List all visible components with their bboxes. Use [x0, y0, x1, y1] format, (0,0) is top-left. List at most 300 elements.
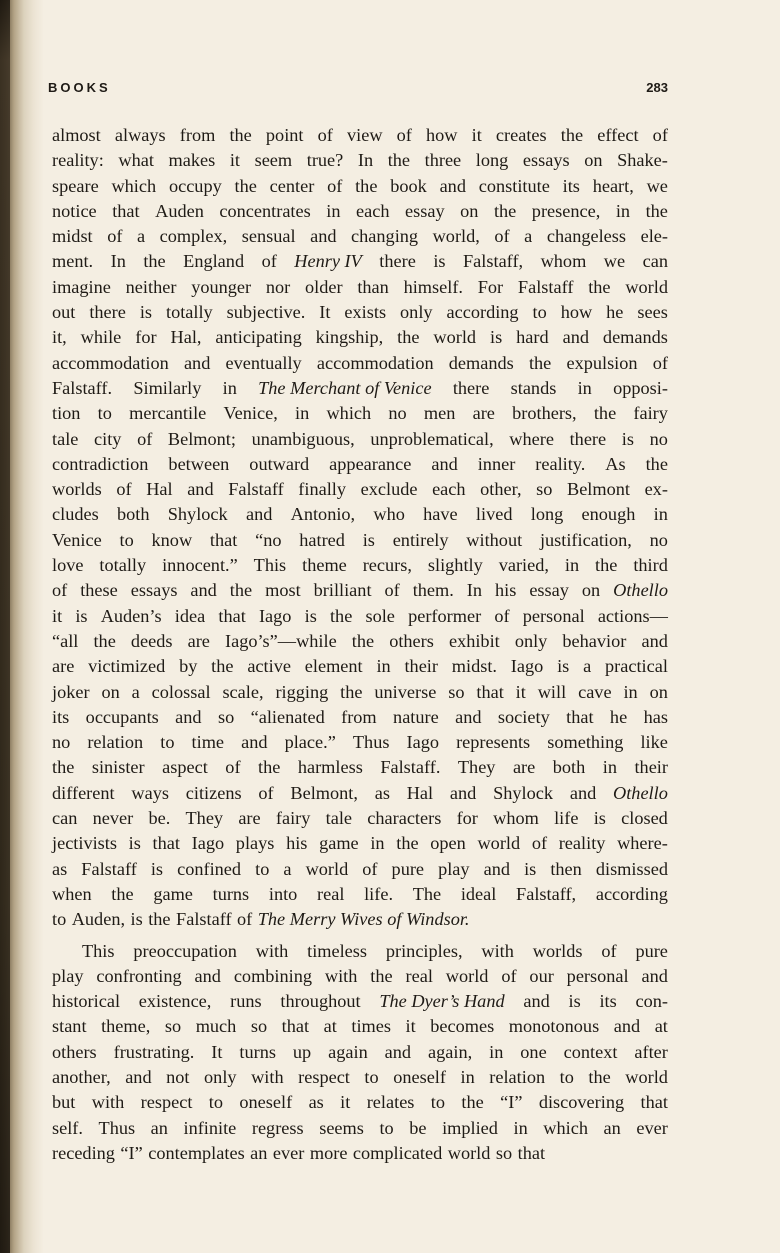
word: harmless — [297, 757, 363, 778]
word: ideal — [460, 883, 497, 904]
word: It — [211, 1041, 223, 1062]
italic-title: The Merry Wives of Windsor. — [257, 909, 470, 930]
word: Antonio, — [290, 504, 356, 525]
word: and — [194, 965, 221, 986]
word: of — [494, 226, 510, 247]
word: presence, — [531, 200, 601, 221]
word: on — [460, 200, 479, 221]
text-line — [52, 174, 668, 199]
word: Shylock — [167, 504, 228, 525]
word: an — [250, 1142, 268, 1163]
word: we — [603, 251, 626, 272]
word: heart, — [592, 175, 634, 196]
word: that — [152, 833, 180, 854]
word: without — [466, 529, 523, 550]
word: both — [552, 757, 586, 778]
word: contradiction — [52, 453, 149, 474]
word: another, — [52, 1066, 111, 1087]
word: speare — [52, 175, 99, 196]
word: younger — [191, 276, 252, 297]
word: personal — [566, 965, 629, 986]
word: in — [489, 1041, 504, 1062]
word: the — [645, 200, 668, 221]
word: world — [625, 1066, 668, 1087]
word: seem — [254, 150, 293, 171]
word: world — [447, 1142, 491, 1163]
text-line — [52, 578, 668, 603]
word: its — [562, 175, 580, 196]
word: aspect — [162, 757, 208, 778]
word: constitute — [478, 175, 550, 196]
word: essays — [130, 580, 178, 601]
word: Iago — [191, 833, 225, 854]
word: center — [269, 175, 315, 196]
word: the — [461, 1092, 484, 1113]
word: love — [52, 555, 84, 576]
word: nature — [393, 706, 439, 727]
word: universe — [374, 681, 437, 702]
word: will — [537, 681, 567, 702]
word: world — [477, 833, 521, 854]
word: in — [376, 656, 391, 677]
word: to — [160, 732, 175, 753]
word: ele- — [640, 226, 668, 247]
word: that — [517, 1142, 546, 1163]
word: monotonous — [508, 1016, 600, 1037]
word: on — [584, 150, 603, 171]
word: oneself — [239, 1092, 293, 1113]
word: of — [225, 757, 241, 778]
word: of — [52, 580, 68, 601]
word: expulsion — [566, 352, 638, 373]
word: sensual — [241, 226, 296, 247]
word: performer — [408, 605, 482, 626]
word: Auden’s — [100, 605, 162, 626]
word: Venice, — [223, 403, 278, 424]
word: that — [218, 605, 246, 626]
word: there — [379, 251, 416, 272]
text-line — [52, 680, 668, 705]
word: relation — [87, 732, 144, 753]
word: outward — [249, 453, 310, 474]
word: Falstaff — [81, 858, 137, 879]
text-line — [52, 502, 668, 527]
page-number: 283 — [646, 80, 668, 95]
word: anticipating — [215, 327, 302, 348]
word: reality. — [535, 453, 586, 474]
word: no — [52, 732, 71, 753]
word: them. — [412, 580, 454, 601]
word: it — [229, 150, 240, 171]
word: each — [356, 200, 390, 221]
word: con- — [635, 991, 668, 1012]
word: discovering — [538, 1092, 625, 1113]
word: it — [52, 605, 63, 626]
word: sole — [365, 605, 395, 626]
word: is — [128, 833, 141, 854]
word: it — [515, 681, 526, 702]
word: of — [327, 175, 343, 196]
word: rigging — [275, 681, 329, 702]
word: idea — [174, 605, 206, 626]
word: how — [426, 125, 458, 145]
text-line — [52, 528, 668, 553]
word: principles, — [385, 940, 463, 961]
word: that — [209, 529, 238, 550]
word: essays — [522, 150, 570, 171]
word: time — [191, 732, 225, 753]
word: brothers, — [512, 403, 577, 424]
word: different — [52, 782, 115, 803]
italic-title: The Dyer’s Hand — [379, 991, 505, 1012]
word: world — [625, 276, 668, 297]
text-line — [52, 275, 668, 300]
word: as — [52, 858, 68, 879]
word: oneself — [393, 1066, 446, 1087]
word: the — [211, 656, 234, 677]
word: of — [652, 125, 668, 145]
word: like — [640, 732, 668, 753]
word: be — [409, 1117, 427, 1138]
page-header — [48, 80, 668, 102]
word: occupy — [168, 175, 222, 196]
word: Falstaff — [517, 276, 574, 297]
word: Falstaff — [176, 909, 232, 930]
word: their — [404, 656, 438, 677]
word: always — [114, 125, 166, 145]
word: view — [346, 125, 383, 145]
word: with — [251, 1066, 284, 1087]
word: complicated — [352, 1142, 443, 1163]
word: exists — [344, 302, 387, 323]
word: are — [52, 656, 75, 677]
word: but — [52, 1092, 76, 1113]
word: regress — [251, 1117, 304, 1138]
word: the — [93, 630, 116, 651]
italic-title: Henry IV — [294, 251, 362, 272]
word: confined — [177, 858, 242, 879]
word: of — [652, 352, 668, 373]
word: brilliant — [313, 580, 372, 601]
word: a — [283, 858, 292, 879]
word: For — [477, 276, 504, 297]
word: is — [433, 251, 446, 272]
word: to — [208, 1092, 224, 1113]
word: confronting — [96, 965, 182, 986]
word: Belmont; — [167, 428, 236, 449]
word: a — [131, 681, 140, 702]
word: long — [530, 504, 564, 525]
word: the — [340, 681, 363, 702]
word: to — [559, 1066, 574, 1087]
word: actions— — [597, 605, 668, 626]
word: citizens — [185, 782, 242, 803]
word: in — [564, 555, 580, 576]
word: behavior — [562, 630, 627, 651]
word: the — [370, 965, 393, 986]
word: to — [532, 302, 547, 323]
word: there — [569, 428, 607, 449]
word: joker — [52, 681, 90, 702]
word: so — [536, 479, 553, 500]
word: reality — [558, 833, 606, 854]
word: the — [229, 580, 253, 601]
word: slightly — [427, 555, 483, 576]
word: are — [512, 757, 536, 778]
text-line — [52, 1141, 668, 1166]
word: and — [241, 732, 268, 753]
word: combining — [233, 965, 313, 986]
word: with — [255, 940, 289, 961]
text-line — [52, 781, 668, 806]
word: according — [446, 302, 519, 323]
text-line — [52, 755, 668, 780]
word: Falstaff. — [380, 757, 441, 778]
word: in — [615, 200, 631, 221]
word: never — [92, 808, 134, 829]
word: and — [439, 175, 466, 196]
word: which — [543, 1117, 588, 1138]
word: three — [424, 150, 462, 171]
word: active — [247, 656, 291, 677]
word: on — [649, 681, 668, 702]
word: “I” — [120, 1142, 143, 1163]
word: deeds — [130, 630, 173, 651]
word: context — [563, 1041, 618, 1062]
word: that — [566, 706, 594, 727]
word: As — [605, 453, 626, 474]
word: in — [602, 757, 617, 778]
word: cludes — [52, 504, 99, 525]
word: when — [52, 883, 92, 904]
word: unproblematical, — [370, 428, 494, 449]
word: which — [111, 175, 157, 196]
word: others — [52, 1041, 97, 1062]
word: is — [593, 808, 606, 829]
word: This — [253, 555, 287, 576]
word: relates — [366, 1092, 415, 1113]
word: others — [389, 630, 434, 651]
word: it — [405, 1016, 416, 1037]
word: “no — [255, 529, 282, 550]
word: so — [250, 1016, 268, 1037]
word: only — [514, 630, 548, 651]
word: to — [97, 403, 112, 424]
text-line — [52, 907, 668, 932]
text-line — [52, 806, 668, 831]
word: and — [310, 226, 337, 247]
word: scale, — [222, 681, 264, 702]
word: to — [379, 1117, 394, 1138]
word: Iago’s”—while — [225, 630, 337, 651]
word: England — [183, 251, 245, 272]
word: theme — [302, 555, 347, 576]
word: kingship, — [315, 327, 384, 348]
word: entirely — [392, 529, 449, 550]
word: the — [329, 605, 353, 626]
word: appearance — [329, 453, 412, 474]
word: the — [229, 125, 252, 145]
word: existence, — [138, 991, 212, 1012]
word: jectivists — [52, 833, 117, 854]
word: self. — [52, 1117, 83, 1138]
italic-title: Othello — [613, 580, 668, 601]
word: in — [623, 681, 638, 702]
word: his — [495, 580, 517, 601]
word: the — [595, 555, 618, 576]
word: whom — [493, 808, 539, 829]
word: with — [481, 940, 514, 961]
word: to — [364, 1066, 379, 1087]
text-line — [52, 1090, 668, 1115]
word: fairy — [275, 808, 311, 829]
word: can — [642, 251, 668, 272]
word: that — [112, 200, 140, 221]
word: It — [319, 302, 331, 323]
word: accommodation — [316, 352, 434, 373]
word: and — [245, 504, 273, 525]
word: element — [304, 656, 363, 677]
word: play — [52, 965, 84, 986]
word: preoccupation — [133, 940, 237, 961]
word: Thus — [98, 1117, 136, 1138]
word: exhibit — [448, 630, 500, 651]
word: we — [646, 175, 668, 196]
word: theme, — [101, 1016, 151, 1037]
word: at — [654, 1016, 668, 1037]
word: in — [653, 504, 668, 525]
word: “I” — [500, 1092, 523, 1113]
word: then — [550, 858, 582, 879]
word: from — [179, 125, 216, 145]
text-line — [52, 989, 668, 1014]
word: of — [501, 965, 517, 986]
word: pure — [391, 858, 425, 879]
word: turns — [239, 1041, 276, 1062]
word: dismissed — [595, 858, 668, 879]
word: the — [593, 403, 617, 424]
word: than — [357, 276, 389, 297]
word: from — [341, 706, 377, 727]
word: Auden, — [71, 909, 126, 930]
word: subjective. — [226, 302, 306, 323]
word: there — [89, 302, 126, 323]
word: Falstaff — [228, 479, 284, 500]
word: frustrating. — [113, 1041, 195, 1062]
word: changeless — [546, 226, 627, 247]
word: tale — [52, 428, 79, 449]
word: almost — [52, 125, 101, 145]
word: and — [125, 1066, 152, 1087]
word: They — [185, 808, 224, 829]
word: with — [91, 1092, 125, 1113]
word: neither — [125, 276, 177, 297]
word: of — [107, 226, 123, 247]
word: ever — [636, 1117, 668, 1138]
word: throughout — [280, 991, 361, 1012]
word: the — [645, 453, 668, 474]
word: becomes — [430, 1016, 495, 1037]
word: Similarly — [133, 377, 202, 398]
word: in — [326, 200, 341, 221]
word: a — [524, 226, 533, 247]
word: as — [308, 1092, 324, 1113]
word: no — [649, 428, 668, 449]
word: the — [258, 757, 281, 778]
word: opposi- — [613, 377, 668, 398]
word: that — [640, 1092, 668, 1113]
text-line — [52, 857, 668, 882]
word: which — [326, 403, 372, 424]
binding-shadow — [0, 0, 10, 1253]
text-line — [52, 401, 668, 426]
word: and — [449, 782, 477, 803]
word: has — [643, 706, 668, 727]
word: ment. — [52, 251, 94, 272]
word: justification, — [539, 529, 632, 550]
word: mercantile — [129, 403, 207, 424]
word: respect — [140, 1092, 193, 1113]
word: he — [609, 706, 628, 727]
word: what — [118, 150, 154, 171]
word: of — [384, 580, 400, 601]
text-line — [52, 1065, 668, 1090]
text-line — [52, 1014, 668, 1039]
word: “all — [52, 630, 79, 651]
word: changing — [351, 226, 419, 247]
word: the — [355, 175, 378, 196]
word: of — [116, 479, 132, 500]
word: and — [175, 706, 202, 727]
word: is — [621, 428, 634, 449]
text-line — [52, 452, 668, 477]
word: stands — [510, 377, 557, 398]
paragraph-2 — [52, 939, 668, 1167]
word: in — [370, 833, 385, 854]
text-line — [52, 629, 668, 654]
word: ways — [131, 782, 169, 803]
word: to — [119, 529, 134, 550]
word: with — [324, 965, 358, 986]
word: on — [581, 580, 601, 601]
word: in — [295, 403, 310, 424]
word: most — [265, 580, 301, 601]
word: a — [583, 656, 592, 677]
italic-title: The Merchant of Venice — [258, 377, 432, 398]
word: open — [430, 833, 466, 854]
word: Iago — [510, 656, 544, 677]
word: life — [554, 808, 579, 829]
word: the — [387, 150, 411, 171]
word: of — [396, 125, 412, 145]
word: ex- — [644, 479, 668, 500]
word: Shylock — [493, 782, 554, 803]
word: relation — [489, 1066, 546, 1087]
word: the — [588, 276, 611, 297]
word: is — [568, 991, 581, 1012]
word: after — [634, 1041, 668, 1062]
word: notice — [52, 200, 97, 221]
italic-title: Othello — [613, 782, 668, 803]
word: demands — [448, 352, 514, 373]
word: can — [52, 808, 78, 829]
word: up — [292, 1041, 312, 1062]
word: Belmont, — [290, 782, 358, 803]
word: again, — [428, 1041, 473, 1062]
running-head: BOOKS — [48, 80, 111, 95]
word: of — [531, 833, 548, 854]
word: respect — [298, 1066, 350, 1087]
